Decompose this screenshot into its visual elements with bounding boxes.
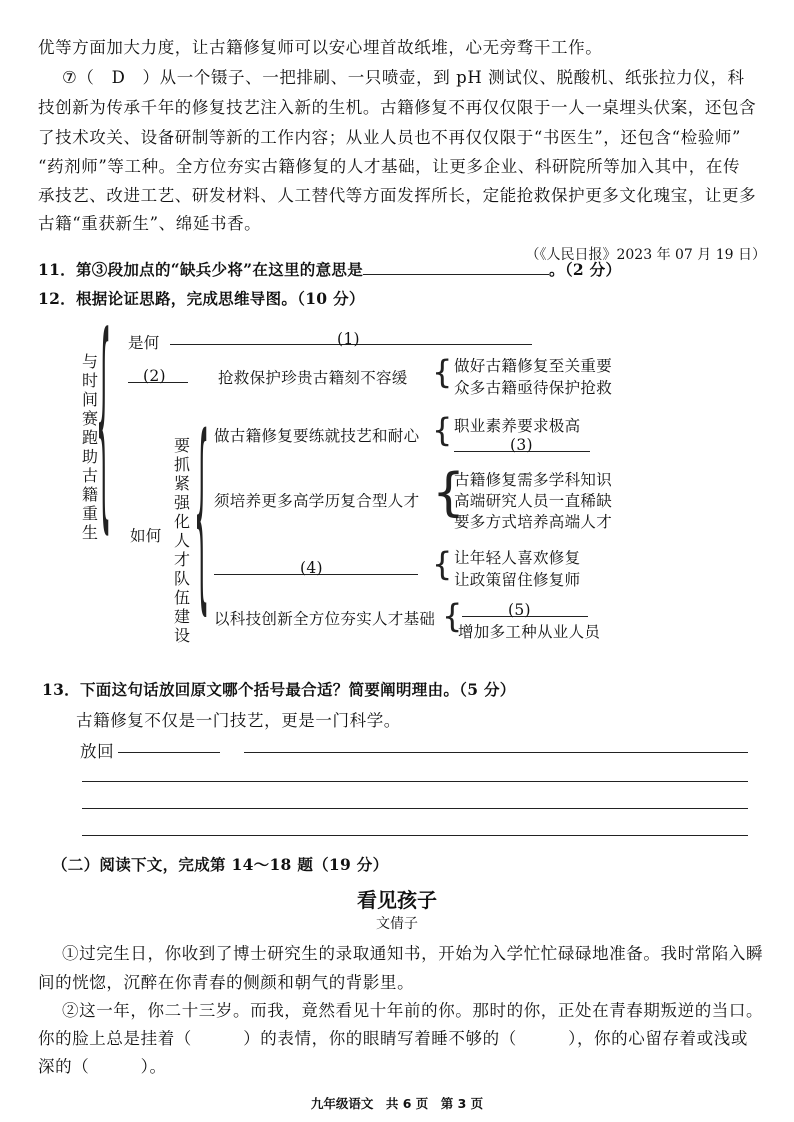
paragraph-7-line-4: “药剂师”等工种。全方位夯实古籍修复的人才基础，让更多企业、科研院所等加入其中，在传 [38,157,741,176]
blank-5-label: (5) [508,601,531,619]
question-11 [38,258,621,280]
mindmap-root: 与时间赛跑助古籍重生 [81,352,98,542]
question-13: 13．下面这句话放回原文哪个括号最合适？简要阐明理由。（5 分） [42,680,516,699]
answer-line-13-2[interactable] [82,781,748,782]
strengthen-node: 要抓紧强化人才队伍建设 [173,436,190,645]
branch-1-brace-icon: { [432,411,453,449]
article-title: 看见孩子 [357,888,437,912]
paragraph-7-line-5: 承技艺、改进工艺、研发材料、人工替代等方面发挥所长，定能抢救保护更多文化瑰宝，让更多 [38,186,757,205]
answer-line-13-3[interactable] [82,808,748,809]
branch-1: 做古籍修复要练就技艺和耐心 [214,427,420,445]
article-author: 文倩子 [376,916,418,932]
answer-blank-13-position[interactable] [118,752,220,753]
question-11-score: 。（2 分） [549,260,622,279]
branch-2-reason-2: 高端研究人员一直稀缺 [454,492,613,510]
paragraph-7-line-1: ⑦（ D ）从一个镊子、一把排刷、一只喷壶，到 pH 测试仪、脱酸机、纸张拉力仪，科 [62,68,745,87]
paragraph-continuation: 优等方面加大力度，让古籍修复师可以安心埋首故纸堆，心无旁骛干工作。 [38,38,603,57]
why-brace-icon: { [432,353,453,391]
page-footer: 九年级语文 共 6 页 第 3 页 [310,1096,484,1111]
question-13-quote: 古籍修复不仅是一门技艺，更是一门科学。 [76,711,401,730]
paragraph-7-line-2: 技创新为传承千年的修复技艺注入新的生机。古籍修复不再仅仅限于一人一桌埋头伏案，还包含 [38,98,757,117]
source-citation: （《人民日报》2023 年 07 月 19 日） [525,247,766,263]
article-line-5: 深的（ ）。 [38,1057,167,1076]
branch-2-brace-icon: { [432,463,466,523]
blank-2-label: (2) [143,367,166,385]
why-node: 抢救保护珍贵古籍刻不容缓 [218,369,408,387]
answer-line-13-4[interactable] [82,835,748,836]
paragraph-7-line-3: 了技术攻关、设备研制等新的工作内容；从业人员也不再仅仅限于“书医生”，还包含“检验师” [38,128,742,147]
section-2-heading: （二）阅读下文，完成第 14～18 题（19 分） [52,855,389,874]
answer-blank-11[interactable] [363,260,549,275]
question-11-text: 11．第③段加点的“缺兵少将”在这里的意思是 [38,260,364,279]
why-reason-2: 众多古籍亟待保护抢救 [454,379,613,397]
branch-3-reason-2: 让政策留住修复师 [454,571,581,589]
ruhe-label: 如何 [130,527,162,545]
paragraph-7-line-6: 古籍“重获新生”、绵延书香。 [38,214,262,233]
branch-4-reason-2: 增加多工种从业人员 [458,623,601,641]
shihe-label: 是何 [128,334,160,352]
branch-2: 须培养更多高学历复合型人才 [214,492,420,510]
branch-2-reason-3: 要多方式培养高端人才 [454,513,613,531]
blank-1-label: (1) [337,330,360,348]
answer-line-13-1[interactable] [244,752,748,753]
root-brace-icon: { [96,289,112,556]
branch-1-reason-1: 职业素养要求极高 [454,417,581,435]
put-back-label: 放回 [80,742,115,761]
article-line-3: ②这一年，你二十三岁。而我，竟然看见十年前的你。那时的你，正处在青春期叛逆的当口。 [62,1001,764,1020]
branch-3-brace-icon: { [432,545,453,583]
branch-3-reason-1: 让年轻人喜欢修复 [454,549,581,567]
blank-4-label: (4) [300,559,323,577]
branch-2-reason-1: 古籍修复需多学科知识 [454,471,613,489]
article-line-4: 你的脸上总是挂着（ ）的表情，你的眼睛写着睡不够的（ ），你的心留存着或浅或 [38,1029,748,1048]
blank-3-label: (3) [510,436,533,454]
branch-4-brace-icon: { [442,597,463,635]
branch-4: 以科技创新全方位夯实人才基础 [214,610,436,628]
strengthen-brace-icon: { [194,394,210,635]
question-12: 12．根据论证思路，完成思维导图。（10 分） [38,289,365,308]
article-line-1: ①过完生日，你收到了博士研究生的录取通知书，开始为入学忙忙碌碌地准备。我时常陷入瞬 [62,944,764,963]
article-line-2: 间的恍惚，沉醉在你青春的侧颜和朝气的背影里。 [38,973,415,992]
why-reason-1: 做好古籍修复至关重要 [454,357,613,375]
